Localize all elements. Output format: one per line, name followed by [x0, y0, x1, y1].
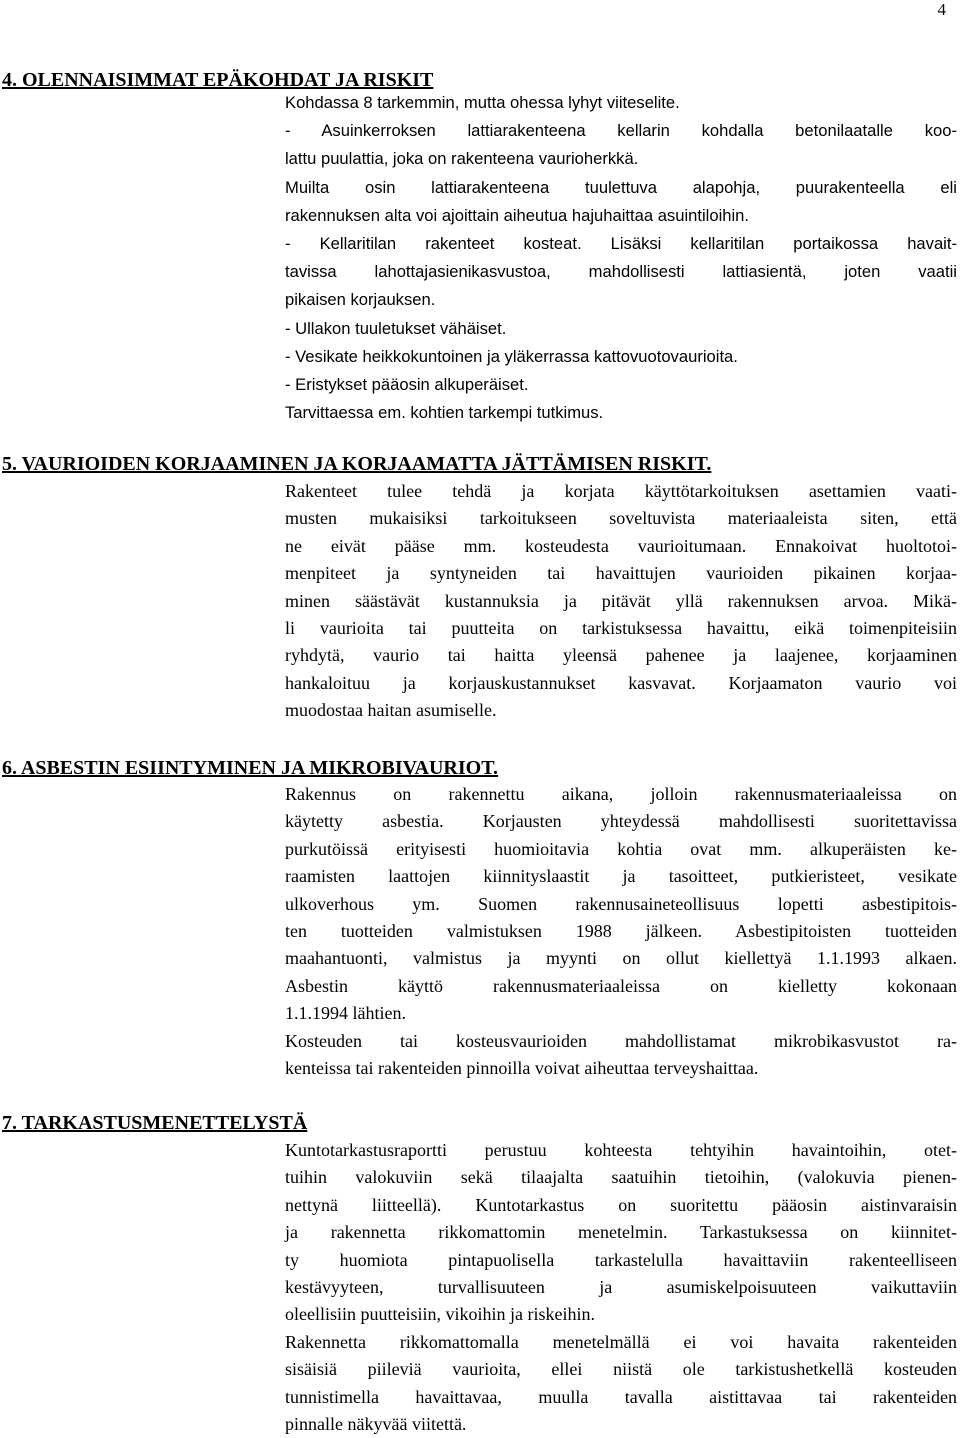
- section-5-line: ne eivät pääse mm. kosteudesta vaurioitumaan. Ennakoivat huoltotoi-: [285, 535, 957, 556]
- section-6-line: maahantuonti, valmistus ja myynti on ollut kiellettyä 1.1.1993 alkaen.: [285, 948, 957, 969]
- section-4-line: lattu puulattia, joka on rakenteena vaurioherkkä.: [285, 149, 639, 169]
- section-5-line: li vaurioita tai puutteita on tarkistuksessa havaittu, eikä toimenpiteisiin: [285, 617, 957, 638]
- section-4-body: [285, 89, 957, 427]
- section-7-line: ja rakennetta rikkomattomin menetelmin. Tarkastuksessa on kiinnitet-: [285, 1222, 957, 1243]
- section-4-line: pikaisen korjauksen.: [285, 290, 436, 310]
- section-7-line: pinnalle näkyvää viitettä.: [285, 1413, 467, 1434]
- section-6-line: ten tuotteiden valmistuksen 1988 jälkeen. Asbestipitoisten tuotteiden: [285, 920, 957, 941]
- section-7-line: oleellisiin puutteisiin, vikoihin ja riskeihin.: [285, 1304, 595, 1325]
- section-6-line: raamisten laattojen kiinnityslaastit ja tasoitteet, putkieristeet, vesikate: [285, 866, 957, 887]
- section-7-line: Kuntotarkastusraportti perustuu kohteesta tehtyihin havaintoihin, otet-: [285, 1140, 957, 1160]
- section-7-line: ty huomiota pintapuolisella tarkastelulla havaittaviin rakenteelliseen: [285, 1249, 957, 1270]
- section-5-line: menpiteet ja syntyneiden tai havaittujen vaurioiden pikainen korjaa-: [285, 563, 957, 584]
- section-5-line: musten mukaisiksi tarkoitukseen soveltuvista materiaaleista siten, että: [285, 508, 957, 529]
- section-4-line: tavissa lahottajasienikasvustoa, mahdollisesti lattiasientä, joten vaatii: [285, 262, 957, 282]
- section-4-line: - Ullakon tuuletukset vähäiset.: [285, 318, 507, 338]
- section-6-line: 1.1.1994 lähtien.: [285, 1003, 406, 1024]
- section-4-line: Muilta osin lattiarakenteena tuulettuva alapohja, puurakenteella eli: [285, 177, 957, 197]
- section-4-heading: 4. OLENNAISIMMAT EPÄKOHDAT JA RISKIT: [2, 69, 434, 91]
- section-4-line: - Vesikate heikkokuntoinen ja yläkerrassa kattovuotovaurioita.: [285, 346, 738, 366]
- page-number: 4: [937, 0, 946, 19]
- section-7-line: tunnistimella havaittavaa, muulla tavalla aistittavaa tai rakenteiden: [285, 1386, 957, 1407]
- section-5-line: minen säästävät kustannuksia ja pitävät yllä rakennuksen arvoa. Mikä-: [285, 590, 957, 611]
- section-4-line: Kohdassa 8 tarkemmin, mutta ohessa lyhyt viiteselite.: [285, 93, 680, 112]
- section-6-line: Asbestin käyttö rakennusmateriaaleissa on kielletty kokonaan: [285, 975, 957, 996]
- section-6-line: Rakennus on rakennettu aikana, jolloin rakennusmateriaaleissa on: [285, 784, 957, 804]
- section-7-line: nettynä liitteellä). Kuntotarkastus on suoritettu pääosin aistinvaraisin: [285, 1194, 957, 1215]
- section-7-heading: 7. TARKASTUSMENETTELYSTÄ: [2, 1112, 308, 1134]
- section-4-line: - Eristykset pääosin alkuperäiset.: [285, 374, 529, 394]
- section-6-heading: 6. ASBESTIN ESIINTYMINEN JA MIKROBIVAURIOT.: [2, 757, 499, 779]
- section-5-body: [285, 478, 957, 725]
- section-5-line: ryhdytä, vaurio tai haitta yleensä pahenee ja laajenee, korjaaminen: [285, 645, 957, 666]
- section-7-line: Rakennetta rikkomattomalla menetelmällä ei voi havaita rakenteiden: [285, 1331, 957, 1352]
- section-6-line: purkutöissä erityisesti huomioitavia kohtia ovat mm. alkuperäisten ke-: [285, 838, 957, 859]
- section-7-line: sisäisiä piileviä vaurioita, ellei niistä ole tarkistushetkellä kosteuden: [285, 1359, 957, 1380]
- section-5-line: Rakenteet tulee tehdä ja korjata käyttötarkoituksen asettamien vaati-: [285, 481, 957, 501]
- section-6-body: [285, 781, 957, 1082]
- section-6-line: käytetty asbestia. Korjausten yhteydessä mahdollisesti suoritettavissa: [285, 811, 957, 832]
- section-4-line: Tarvittaessa em. kohtien tarkempi tutkimus.: [285, 403, 604, 423]
- section-6-line: ulkoverhous ym. Suomen rakennusaineteollisuus lopetti asbestipitois-: [285, 893, 957, 914]
- section-7-line: tuihin valokuviin sekä tilaajalta saatuihin tietoihin, (valokuvia pienen-: [285, 1167, 957, 1188]
- section-5-heading: 5. VAURIOIDEN KORJAAMINEN JA KORJAAMATTA JÄTTÄMISEN RISKIT.: [2, 453, 712, 475]
- section-6-line: Kosteuden tai kosteusvaurioiden mahdollistamat mikrobikasvustot ra-: [285, 1030, 957, 1051]
- section-4-line: - Asuinkerroksen lattiarakenteena kellarin kohdalla betonilaatalle koo-: [285, 121, 957, 141]
- section-5-line: muodostaa haitan asumiselle.: [285, 700, 497, 721]
- section-7-body: [285, 1137, 957, 1438]
- section-4-line: rakennuksen alta voi ajoittain aiheutua hajuhaittaa asuintiloihin.: [285, 205, 750, 225]
- section-6-line: kenteissa tai rakenteiden pinnoilla voivat aiheuttaa terveyshaittaa.: [285, 1057, 759, 1078]
- section-4-line: - Kellaritilan rakenteet kosteat. Lisäksi kellaritilan portaikossa havait-: [285, 233, 957, 253]
- section-5-line: hankaloituu ja korjauskustannukset kasvavat. Korjaamaton vaurio voi: [285, 672, 957, 693]
- section-7-line: kestävyyteen, turvallisuuteen ja asumiskelpoisuuteen vaikuttaviin: [285, 1276, 957, 1297]
